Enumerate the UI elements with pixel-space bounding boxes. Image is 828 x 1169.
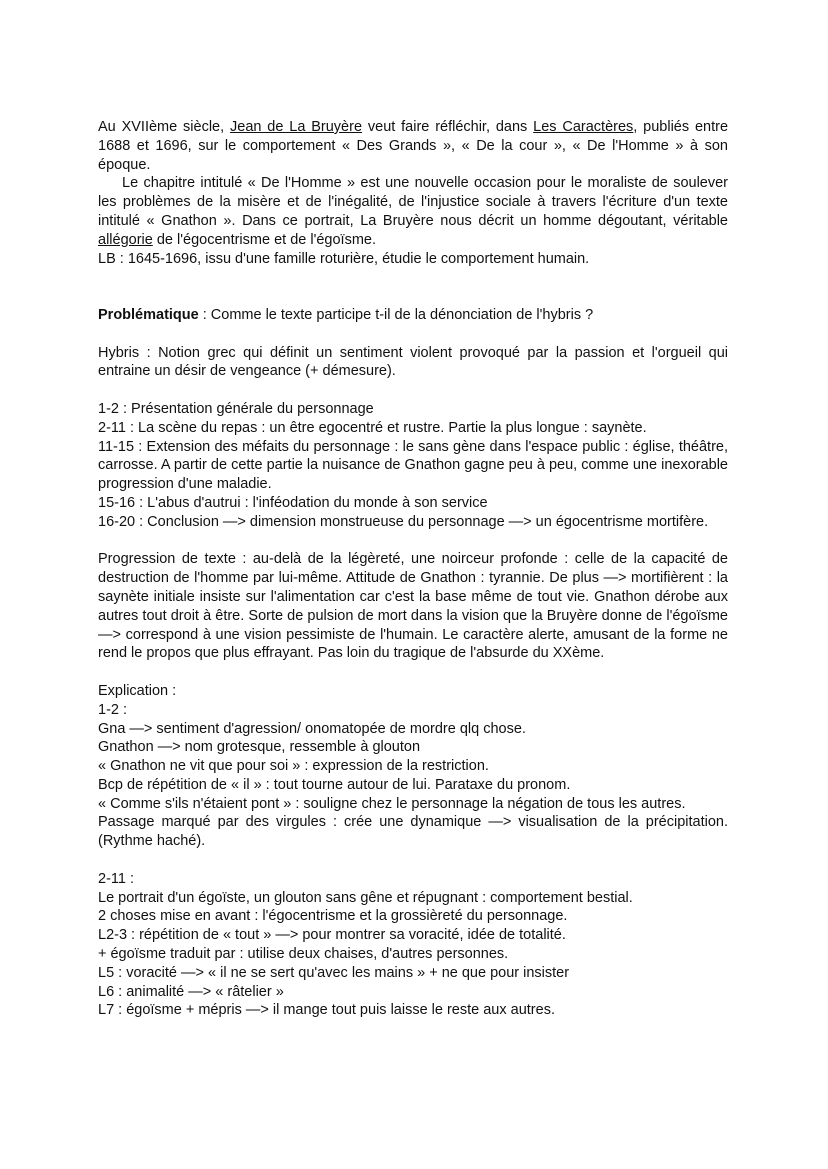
- intro-text: Au XVIIème siècle,: [98, 119, 230, 135]
- allegory-term: allégorie: [98, 231, 153, 248]
- plan-list: [98, 400, 728, 532]
- explication-line: Passage marqué par des virgules : crée une dynamique —> visualisation de la précipitation. (Rythme haché).: [98, 814, 728, 850]
- explication-line: L2-3 : répétition de « tout » —> pour montrer sa voracité, idée de totalité.: [98, 927, 566, 944]
- section-label: 1-2 :: [98, 701, 128, 718]
- problematique-label: Problématique: [98, 306, 199, 323]
- explication-line: L7 : égoïsme + mépris —> il mange tout puis laisse le reste aux autres.: [98, 1002, 555, 1019]
- explication-line: L6 : animalité —> « râtelier »: [98, 983, 284, 1000]
- spacer: [98, 325, 728, 344]
- explication-line: Le portrait d'un égoïste, un glouton sans gêne et répugnant : comportement bestial.: [98, 889, 633, 906]
- section-label: 2-11 :: [98, 870, 135, 887]
- plan-item: 16-20 : Conclusion —> dimension monstrueuse du personnage —> un égocentrisme mortifère.: [98, 513, 709, 530]
- work-title: Les Caractères: [533, 119, 634, 135]
- document-page: [98, 118, 728, 1020]
- spacer: [98, 532, 728, 551]
- plan-item: 15-16 : L'abus d'autrui : l'inféodation du monde à son service: [98, 494, 488, 511]
- explication-heading: Explication :: [98, 682, 177, 699]
- plan-item: 11-15 : Extension des méfaits du personnage : le sans gène dans l'espace public : église, théâtre, carrosse. A partir de cette partie la nuisance de Gnathon gagne peu à peu, comme une inexorable progression d'une maladie.: [98, 438, 728, 493]
- chapter-paragraph: [98, 174, 728, 249]
- explication-section: [98, 682, 728, 1020]
- explication-line: Gna —> sentiment d'agression/ onomatopée de mordre qlq chose.: [98, 720, 526, 737]
- problematique-text: : Comme le texte participe t-il de la dénonciation de l'hybris ?: [198, 306, 594, 323]
- explication-line: « Gnathon ne vit que pour soi » : expression de la restriction.: [98, 758, 489, 775]
- plan-item: 1-2 : Présentation générale du personnage: [98, 400, 374, 417]
- explication-line: « Comme s'ils n'étaient pont » : souligne chez le personnage la négation de tous les autres.: [98, 795, 686, 812]
- explication-line: + égoïsme traduit par : utilise deux chaises, d'autres personnes.: [98, 946, 509, 963]
- explication-line: 2 choses mise en avant : l'égocentrisme et la grossièreté du personnage.: [98, 908, 568, 925]
- author-dates: LB : 1645-1696, issu d'une famille roturière, étudie le comportement humain.: [98, 250, 590, 267]
- spacer: [98, 663, 728, 682]
- chapter-text: Le chapitre intitulé « De l'Homme » est une nouvelle occasion pour le moraliste de soulever les problèmes de la misère et de l'inégalité, de l'injustice sociale à travers l'écriture d'un texte intitulé « Gnathon ». Dans ce portrait, La Bruyère nous décrit un homme dégoutant, véritable: [98, 175, 728, 229]
- spacer: [98, 851, 728, 870]
- plan-item: 2-11 : La scène du repas : un être egocentré et rustre. Partie la plus longue : saynète.: [98, 419, 647, 436]
- problematique: [98, 306, 728, 325]
- intro-text: veut faire réfléchir, dans: [362, 119, 534, 135]
- explication-line: Bcp de répétition de « il » : tout tourne autour de lui. Parataxe du pronom.: [98, 776, 571, 793]
- chapter-text: de l'égocentrisme et de l'égoïsme.: [152, 231, 376, 248]
- spacer: [98, 268, 728, 306]
- explication-line: L5 : voracité —> « il ne se sert qu'avec les mains » + ne que pour insister: [98, 964, 570, 981]
- intro-text: , publiés entre 1688 et 1696, sur le comportement « Des Grands », « De la cour », « De l'Homme » à son époque.: [98, 119, 729, 173]
- hybris-definition: Hybris : Notion grec qui définit un sentiment violent provoqué par la passion et l'orgueil qui entraine un désir de vengeance (+ démesure).: [98, 344, 728, 380]
- progression-paragraph: Progression de texte : au-delà de la légèreté, une noirceur profonde : celle de la capacité de destruction de l'homme par lui-même. Attitude de Gnathon : tyrannie. De plus —> mortifièrent : la saynète initiale insiste sur l'alimentation car c'est la base même de tout vie. Gnathon dérobe aux autres tout droit à être. Sorte de pulsion de mort dans la vision que la Bruyère donne de l'égoïsme —> correspond à une vision pessimiste de l'humain. Le caractère alerte, amusant de la forme ne rend le propos que plus effrayant. Pas loin du tragique de l'absurde du XXème.: [98, 551, 728, 662]
- spacer: [98, 381, 728, 400]
- explication-line: Gnathon —> nom grotesque, ressemble à glouton: [98, 739, 421, 756]
- author-name: Jean de La Bruyère: [230, 119, 363, 135]
- intro-paragraph: [98, 118, 728, 174]
